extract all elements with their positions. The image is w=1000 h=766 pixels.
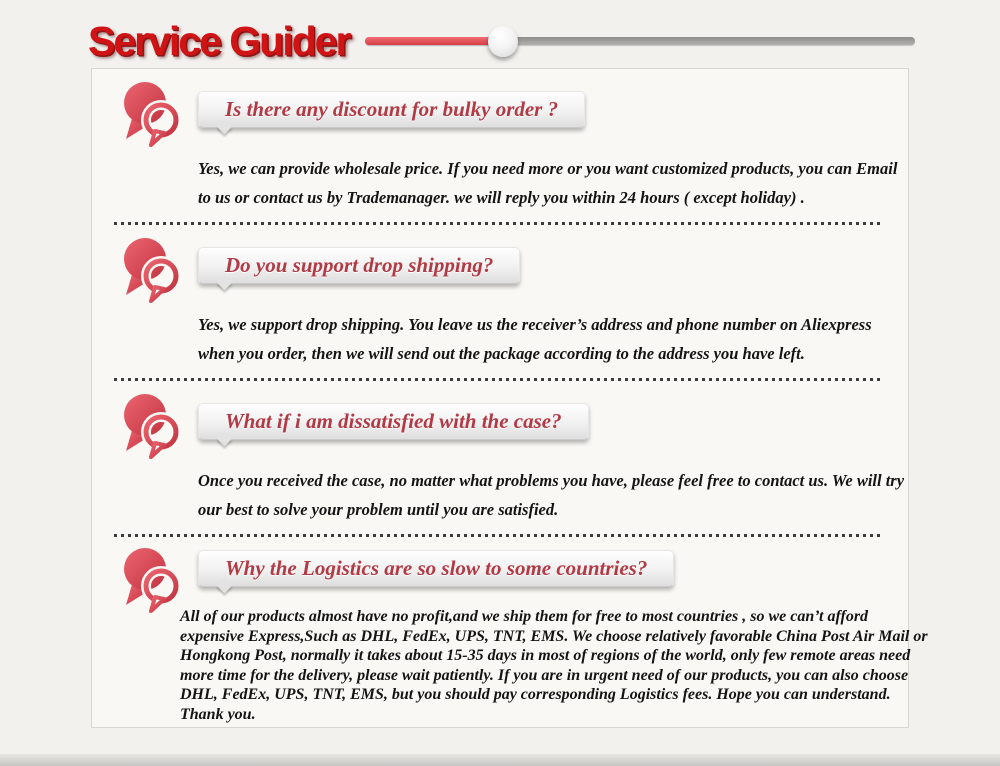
answer-text: Once you received the case, no matter what problems you have, please feel free to contact us. We will try our best to solve your problem until you are satisfied. bbox=[198, 471, 905, 519]
faq-card bbox=[91, 68, 928, 728]
dotted-separator bbox=[114, 222, 884, 225]
bottom-edge-strip bbox=[0, 754, 1000, 766]
slider-red-track bbox=[365, 37, 493, 45]
question-banner bbox=[198, 91, 585, 128]
answer-text: All of our products almost have no profit,and we ship them for free to most countries , so we can’t afford expensive Express,Such as DHL, FedEx, UPS, TNT, EMS. We choose relatively favorable China Post Air Mail or Hongkong Post, normally it takes about 15-35 days in most of regions of the world, only few remote areas need more time for the delivery, please wait patiently. If you are in urgent need of our products, you can also choose DHL, FedEx, UPS, TNT, EMS, but you should pay corresponding Logistics fees. Hope you can understand. Thank you. bbox=[180, 608, 928, 723]
chat-bubbles-icon bbox=[120, 79, 184, 149]
faq-item-2 bbox=[92, 235, 908, 368]
answer-text: Yes, we support drop shipping. You leave us the receiver’s address and phone number on Aliexpress when you order, then we will send out the package according to the address you have left. bbox=[198, 315, 872, 363]
chat-bubbles-icon bbox=[120, 391, 184, 461]
faq-item-4 bbox=[92, 545, 928, 724]
answer-text: Yes, we can provide wholesale price. If you need more or you want customized products, you can Email to us or contact us by Trademanager. we will reply you within 24 hours ( except holiday) . bbox=[198, 159, 898, 207]
question-row bbox=[120, 391, 908, 461]
question-row bbox=[120, 235, 908, 305]
slider-knob-icon bbox=[488, 26, 518, 57]
question-row bbox=[120, 545, 908, 603]
faq-item-3 bbox=[92, 391, 908, 524]
title-slider bbox=[365, 24, 915, 58]
question-text: Why the Logistics are so slow to some countries? bbox=[225, 556, 648, 580]
question-banner bbox=[198, 403, 589, 440]
question-banner bbox=[198, 550, 674, 587]
dotted-separator bbox=[114, 534, 884, 537]
page-title: Service Guider bbox=[88, 18, 350, 64]
question-text: Is there any discount for bulky order ? bbox=[225, 97, 559, 121]
question-text: What if i am dissatisfied with the case? bbox=[225, 409, 562, 433]
question-text: Do you support drop shipping? bbox=[225, 253, 494, 277]
faq-item-1 bbox=[92, 79, 908, 212]
slider-gray-track bbox=[513, 37, 915, 45]
chat-bubbles-icon bbox=[120, 235, 184, 305]
dotted-separator bbox=[114, 378, 884, 381]
question-row bbox=[120, 79, 908, 149]
header bbox=[0, 0, 1000, 68]
chat-bubbles-icon bbox=[120, 545, 184, 615]
question-banner bbox=[198, 247, 520, 284]
